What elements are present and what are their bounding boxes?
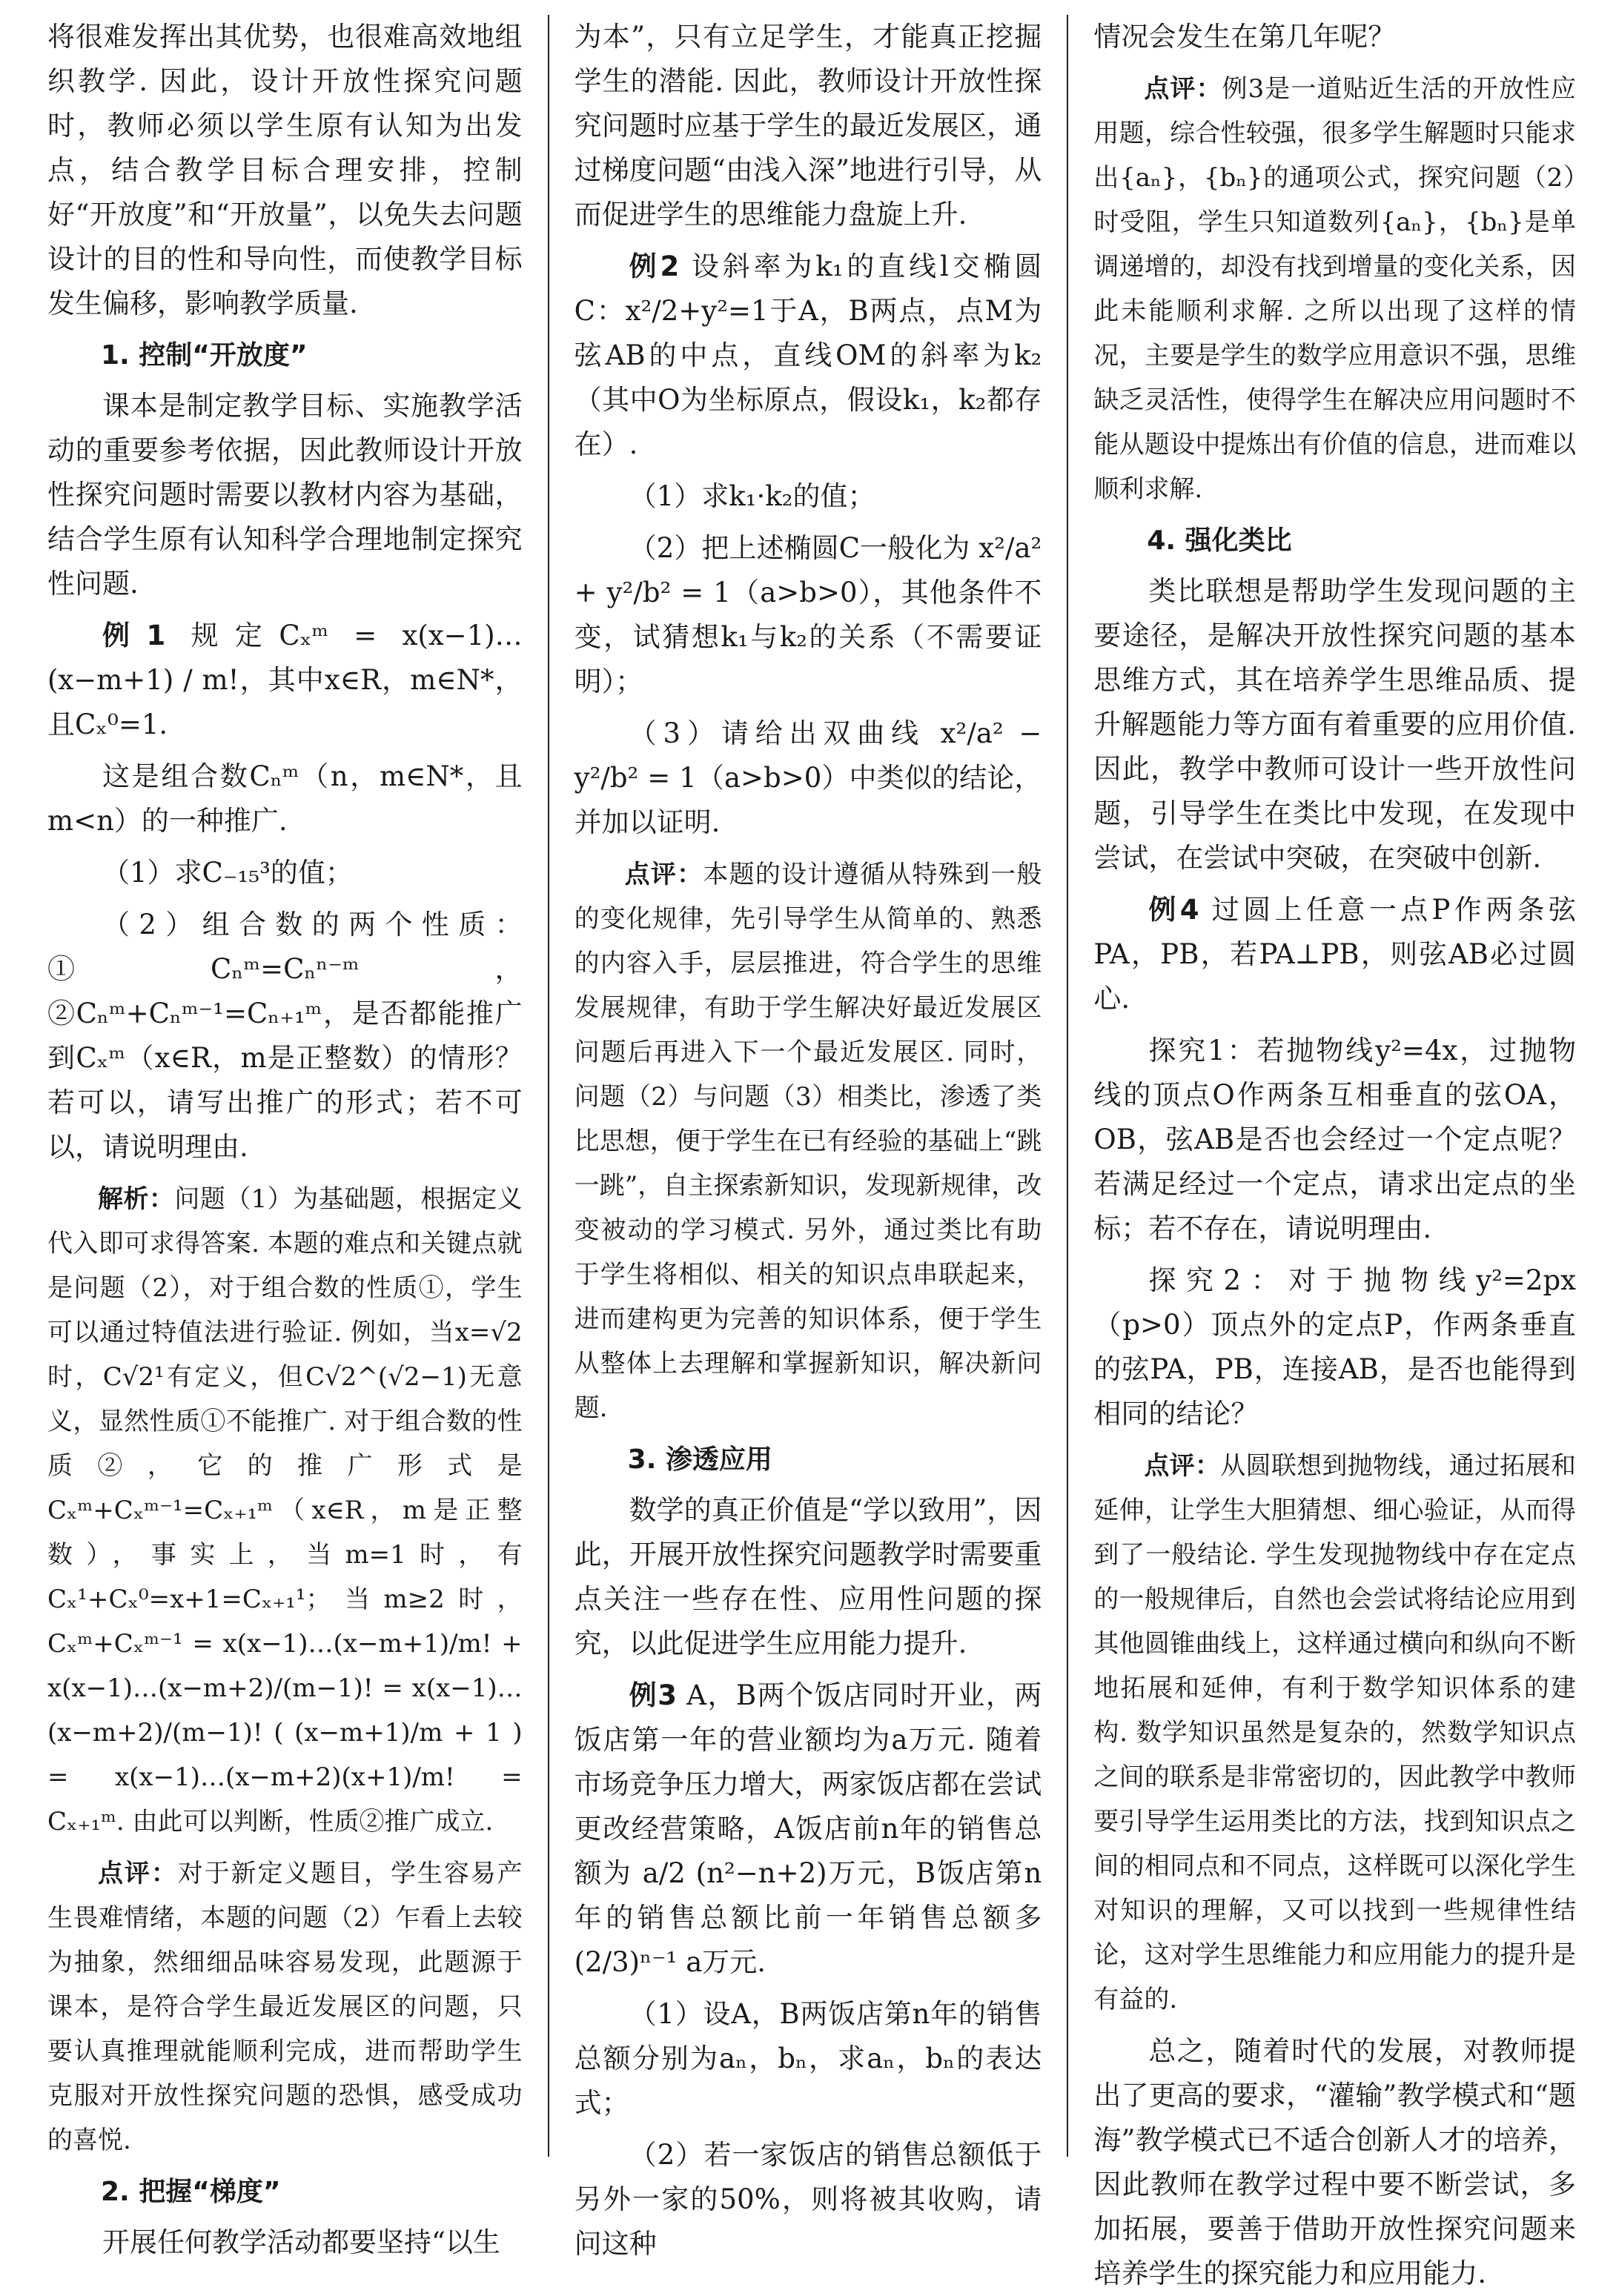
paragraph-text: A，B两个饭店同时开业，两饭店第一年的营业额均为a万元. 随着市场竞争压力增大，两家饭店都在尝试更改经营策略，A饭店前n年的销售总额为 a/2 (n²−n+2)万元，B饭店第n年的销售总额比前一年销售总额多 (2/3)ⁿ⁻¹ a万元. — [574, 1679, 1042, 1978]
body-paragraph — [47, 15, 523, 326]
body-paragraph — [574, 1992, 1042, 2126]
example-paragraph — [574, 852, 1042, 1430]
paragraph-text: 情况会发生在第几年呢？ — [1093, 21, 1396, 53]
paragraph-text: 类比联想是帮助学生发现问题的主要途径，是解决开放性探究问题的基本思维方式，其在培养学生思维品质、提升解题能力等方面有着重要的应用价值. 因此，教学中教师可设计一些开放性问题，引导学生在类比中发现，在发现中尝试，在尝试中突破，在突破中创新. — [1093, 575, 1576, 874]
example-paragraph — [574, 1673, 1042, 1985]
example-paragraph — [1093, 67, 1576, 511]
paragraph-lead-label: 例3 — [629, 1679, 677, 1711]
paragraph-lead-label: 例4 — [1148, 894, 1199, 926]
section-heading: 2. 把握“梯度” — [101, 2177, 281, 2207]
paragraph-lead-label: 例1 — [102, 620, 166, 651]
section-heading: 4. 强化类比 — [1147, 525, 1292, 556]
paragraph-text: （1）求k₁·k₂的值； — [629, 480, 875, 512]
paragraph-text: 设斜率为k₁的直线l交椭圆C：x²/2+y²=1于A，B两点，点M为弦AB的中点，直线OM的斜率为k₂（其中O为坐标原点，假设k₁，k₂都存在）. — [574, 250, 1042, 460]
example-paragraph — [47, 1177, 523, 1844]
body-paragraph — [47, 2220, 523, 2265]
column-3 — [1068, 15, 1586, 2289]
paragraph-text: 为本”，只有立足学生，才能真正挖掘学生的潜能. 因此，教师设计开放性探究问题时应基于学生的最近发展区，通过梯度问题“由浅入深”地进行引导，从而促进学生的思维能力盘旋上升. — [574, 21, 1042, 230]
body-paragraph — [1093, 1258, 1576, 1436]
paragraph-text: 开展任何教学活动都要坚持“以生 — [102, 2226, 500, 2258]
paragraph-text: 对于新定义题目，学生容易产生畏难情绪，本题的问题（2）乍看上去较为抽象，然细细品味容易发现，此题源于课本，是符合学生最近发展区的问题，只要认真推理就能顺利完成，进而帮助学生克服对开放性探究问题的恐惧，感受成功的喜悦. — [47, 1859, 523, 2155]
paragraph-text: 探究1：若抛物线y²=4x，过抛物线的顶点O作两条互相垂直的弦OA，OB，弦AB是否也会经过一个定点呢？若满足经过一个定点，请求出定点的坐标；若不存在，请说明理由. — [1093, 1035, 1576, 1244]
example-paragraph — [574, 245, 1042, 467]
paragraph-lead-label: 点评： — [624, 860, 703, 889]
column-2 — [549, 15, 1067, 2260]
body-paragraph — [47, 851, 523, 895]
paragraph-lead-label: 解析： — [98, 1184, 175, 1214]
paragraph-text: 例3是一道贴近生活的开放性应用题，综合性较强，很多学生解题时只能求出{aₙ}，{bₙ}的通项公式，探究问题（2）时受阻，学生只知道数列{aₙ}，{bₙ}是单调递增的，却没有找到增量的变化关系，因此未能顺利求解. 之所以出现了这样的情况，主要是学生的数学应用意识不强，思维缺乏灵活性，使得学生在解决应用问题时不能从题设中提炼出有价值的信息，进而难以顺利求解. — [1093, 74, 1576, 504]
example-paragraph — [1093, 1444, 1576, 2022]
paragraph-lead-label: 点评： — [1144, 1451, 1221, 1481]
body-paragraph — [47, 903, 523, 1169]
paragraph-text: 课本是制定教学目标、实施教学活动的重要参考依据，因此教师设计开放性探究问题时需要以教材内容为基础，结合学生原有认知科学合理地制定探究性问题. — [47, 390, 523, 600]
section-heading: 3. 渗透应用 — [627, 1444, 772, 1475]
body-paragraph — [574, 1488, 1042, 1666]
paragraph-lead-label: 点评： — [1144, 74, 1222, 104]
body-paragraph — [574, 711, 1042, 845]
paragraph-text: （2）组合数的两个性质：①Cₙᵐ=Cₙⁿ⁻ᵐ，②Cₙᵐ+Cₙᵐ⁻¹=Cₙ₊₁ᵐ，是否都能推广到Cₓᵐ（x∈R，m是正整数）的情形？若可以，请写出推广的形式；若不可以，请说明理由. — [47, 909, 523, 1163]
body-paragraph — [1093, 15, 1576, 59]
paragraph-lead-label: 例2 — [629, 250, 680, 282]
section-heading: 1. 控制“开放度” — [101, 340, 308, 371]
paragraph-text: 问题（1）为基础题，根据定义代入即可求得答案. 本题的难点和关键点就是问题（2），对于组合数的性质①，学生可以通过特值法进行验证. 例如，当x=√2 时，C√2¹有定义，但C√2^(√2−1)无意义，显然性质①不能推广. 对于组合数的性质②，它的推广形式是Cₓᵐ+Cₓᵐ⁻¹=Cₓ₊₁ᵐ（x∈R，m是正整数），事实上，当m=1时，有Cₓ¹+Cₓ⁰=x+1=Cₓ₊₁¹；当m≥2时，Cₓᵐ+Cₓᵐ⁻¹ = x(x−1)…(x−m+1)/m! + x(x−1)…(x−m+2)/(m−1)! = x(x−1)…(x−m+2)/(m−1)! ( (x−m+1)/m + 1 ) = x(x−1)…(x−m+2)(x+1)/m! = Cₓ₊₁ᵐ. 由此可以判断，性质②推广成立. — [47, 1184, 523, 1837]
body-paragraph — [1093, 1029, 1576, 1251]
paragraph-text: 过圆上任意一点P作两条弦PA，PB，若PA⊥PB，则弦AB必过圆心. — [1093, 894, 1577, 1015]
paragraph-text: 本题的设计遵循从特殊到一般的变化规律，先引导学生从简单的、熟悉的内容入手，层层推进，符合学生的思维发展规律，有助于学生解决好最近发展区问题后再进入下一个最近发展区. 同时，问题（2）与问题（3）相类比，渗透了类比思想，便于学生在已有经验的基础上“跳一跳”，自主探索新知识，发现新规律，改变被动的学习模式. 另外，通过类比有助于学生将相似、相关的知识点串联起来，进而建构更为完善的知识体系，便于学生从整体上去理解和掌握新知识，解决新问题. — [574, 860, 1042, 1423]
paragraph-text: （2）若一家饭店的销售总额低于另外一家的50%，则将被其收购，请问这种 — [574, 2139, 1042, 2260]
example-paragraph — [47, 1851, 523, 2163]
body-paragraph — [574, 526, 1042, 704]
body-paragraph — [1093, 569, 1576, 880]
paragraph-text: 总之，随着时代的发展，对教师提出了更高的要求，“灌输”教学模式和“题海”教学模式已不适合创新人才的培养，因此教师在教学过程中要不断尝试，多加拓展，要善于借助开放性探究问题来培养学生的探究能力和应用能力. — [1093, 2035, 1576, 2289]
example-paragraph — [1093, 888, 1576, 1021]
body-paragraph — [1093, 2029, 1576, 2296]
paragraph-text: （3）请给出双曲线 x²/a² − y²/b² = 1（a>b>0）中类似的结论，并加以证明. — [574, 717, 1042, 838]
paragraph-text: 数学的真正价值是“学以致用”，因此，开展开放性探究问题教学时需要重点关注一些存在性、应用性问题的探究，以此促进学生应用能力提升. — [574, 1494, 1042, 1659]
paragraph-text: （1）设A，B两饭店第n年的销售总额分别为aₙ，bₙ，求aₙ，bₙ的表达式； — [574, 1998, 1042, 2119]
paragraph-text: 规定Cₓᵐ = x(x−1)…(x−m+1) / m!，其中x∈R，m∈N*，且Cₓ⁰=1. — [47, 620, 523, 740]
paragraph-lead-label: 点评： — [98, 1859, 178, 1888]
paragraph-text: （2）把上述椭圆C一般化为 x²/a² + y²/b² = 1（a>b>0），其他条件不变，试猜想k₁与k₂的关系（不需要证明）； — [574, 532, 1042, 697]
paragraph-text: （1）求C₋₁₅³的值； — [102, 857, 353, 889]
body-paragraph — [47, 754, 523, 843]
example-paragraph — [47, 614, 523, 747]
body-paragraph — [574, 15, 1042, 237]
body-paragraph — [47, 384, 523, 606]
body-paragraph — [574, 2133, 1042, 2266]
paragraph-text: 这是组合数Cₙᵐ（n，m∈N*，且m<n）的一种推广. — [47, 760, 523, 837]
paragraph-text: 探究2：对于抛物线y²=2px（p>0）顶点外的定点P，作两条垂直的弦PA，PB，连接AB，是否也能得到相同的结论？ — [1093, 1264, 1576, 1430]
body-paragraph — [574, 474, 1042, 519]
column-1 — [30, 15, 548, 2258]
paragraph-text: 从圆联想到抛物线，通过拓展和延伸，让学生大胆猜想、细心验证，从而得到了一般结论. 学生发现抛物线中存在定点的一般规律后，自然也会尝试将结论应用到其他圆锥曲线上，这样通过横向和纵向不断地拓展和延伸，有利于数学知识体系的建构. 数学知识虽然是复杂的，然数学知识点之间的联系是非常密切的，因此教学中教师要引导学生运用类比的方法，找到知识点之间的相同点和不同点，这样既可以深化学生对知识的理解，又可以找到一些规律性结论，这对学生思维能力和应用能力的提升是有益的. — [1093, 1451, 1577, 2014]
paragraph-text: 将很难发挥出其优势，也很难高效地组织教学. 因此，设计开放性探究问题时，教师必须以学生原有认知为出发点，结合教学目标合理安排，控制好“开放度”和“开放量”，以免失去问题设计的目的性和导向性，而使教学目标发生偏移，影响教学质量. — [47, 21, 523, 319]
